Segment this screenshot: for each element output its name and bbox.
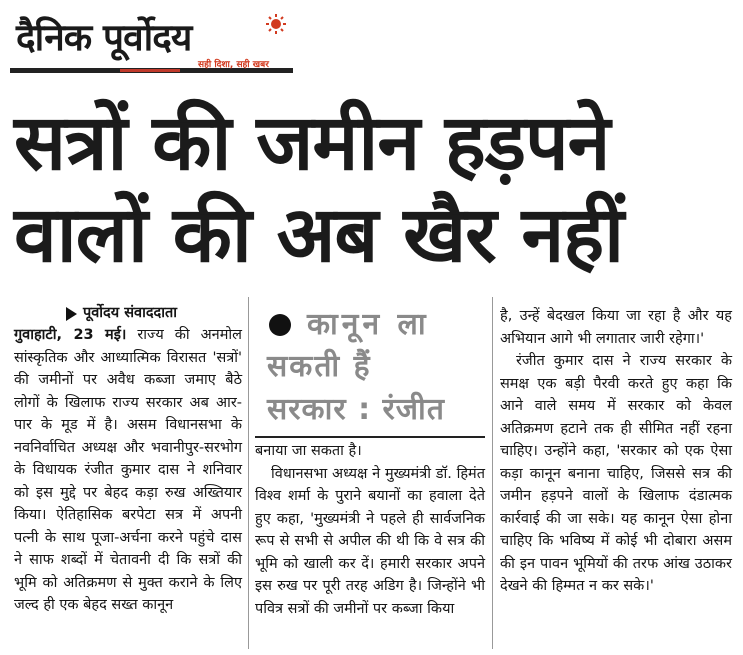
article-paragraph: विधानसभा अध्यक्ष ने मुख्यमंत्री डॉ. हिमंत विश्व शर्मा के पुराने बयानों का हवाला देते हुए कहा, 'मुख्यमंत्री ने पहले ही सार्वजनिक रूप से सभी से अपील की थी कि वे सत्र की भूमि को खाली कर दें। हमारी सरकार अपने इस रुख पर पूरी तरह अडिग है। जिन्होंने भी पवित्र सत्रों की जमीनों पर कब्जा किया bbox=[255, 465, 485, 617]
pull-quote-rule bbox=[255, 436, 485, 438]
column-divider bbox=[492, 297, 493, 649]
pull-quote bbox=[255, 307, 485, 436]
pull-quote-line-1: कानून ला bbox=[307, 307, 430, 342]
article-paragraph: है, उन्हें बेदखल किया जा रहा है और यह अभियान आगे भी लगातार जारी रहेगा।' bbox=[500, 308, 732, 347]
masthead-accent-rule bbox=[120, 69, 180, 72]
headline-line-2: वालों की अब खैर नहीं bbox=[14, 191, 624, 280]
newspaper-name: दैनिक पूर्वोदय bbox=[16, 16, 192, 59]
article-column-2 bbox=[255, 440, 485, 620]
pull-quote-line-3: सरकार : रंजीत bbox=[267, 392, 445, 427]
byline-text: पूर्वोदय संवाददाता bbox=[83, 305, 178, 322]
article-paragraph: रंजीत कुमार दास ने राज्य सरकार के समक्ष एक बड़ी पैरवी करते हुए कहा कि आने वाले समय में सरकार को केवल अतिक्रमण हटाने तक ही सीमित नहीं रहना चाहिए। उन्होंने कहा, 'सरकार को एक ऐसा कड़ा कानून बनाना चाहिए, जिससे सत्र की जमीन हड़पने वालों के खिलाफ दंडात्मक कार्रवाई की जा सके। यह कानून ऐसा होना चाहिए कि भविष्य में कोई भी दोबारा असम की इन पावन भूमियों की तरफ आंख उठाकर देखने की हिम्मत न कर सके।' bbox=[500, 353, 732, 594]
article-column-3 bbox=[500, 305, 732, 598]
headline-line-1: सत्रों की जमीन हड़पने bbox=[14, 99, 610, 188]
article-paragraph: बनाया जा सकता है। bbox=[255, 443, 362, 459]
article-text: राज्य की अनमोल सांस्कृतिक और आध्यात्मिक विरासत 'सत्रों' की जमीनों पर अवैध कब्जा जमाए बैठे लोगों के खिलाफ राज्य सरकार अब आर-पार के मूड में है। असम विधानसभा के नवनिर्वाचित अध्यक्ष और भवानीपुर-सरभोग के विधायक रंजीत कुमार दास ने शनिवार को इस मुद्दे पर बेहद कड़ा रुख अख्तियार किया। ऐतिहासिक बरपेटा सत्र में अपनी पत्नी के साथ पूजा-अर्चना करने पहुंचे दास ने साफ शब्दों में चेतावनी दी कि सत्रों की भूमि को अतिक्रमण से मुक्त कराने के लिए जल्द ही एक बेहद सख्त कानून bbox=[14, 327, 242, 613]
sun-logo-icon bbox=[266, 14, 286, 34]
pull-quote-line-2: सकती हैं bbox=[267, 349, 372, 384]
byline bbox=[14, 303, 242, 324]
article-column-1 bbox=[14, 303, 242, 617]
masthead-tagline: सही दिशा, सही खबर bbox=[198, 60, 269, 70]
article-paragraph bbox=[14, 324, 242, 617]
masthead bbox=[10, 6, 300, 74]
column-divider bbox=[248, 297, 249, 649]
dateline: गुवाहाटी, 23 मई। bbox=[14, 327, 127, 343]
bullet-dot-icon bbox=[269, 314, 291, 336]
triangle-bullet-icon bbox=[66, 307, 77, 321]
